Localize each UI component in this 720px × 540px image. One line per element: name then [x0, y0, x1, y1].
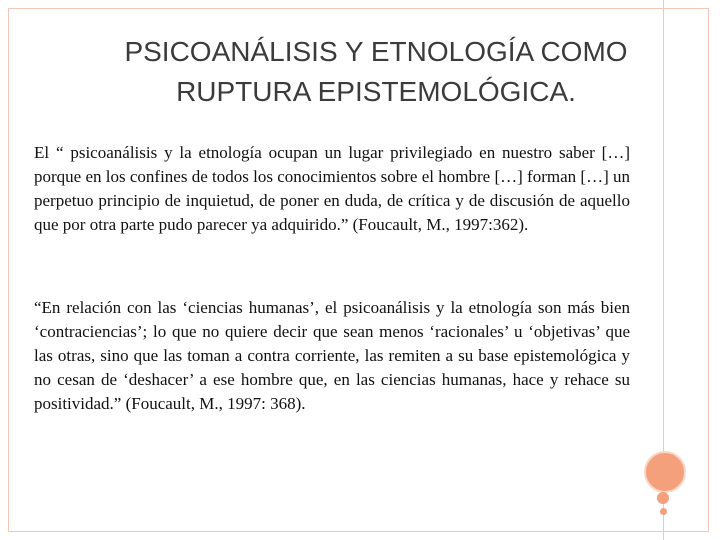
quote-paragraph-1: El “ psicoanálisis y la etnología ocupan un lugar privilegiado en nuestro saber […] porque en los confines de todos los conocimientos sobre el hombre […] forman […] un perpetuo principio de inquietud, de poner en duda, de crítica y de discusión de aquello que por otra parte pudo parecer ya adquirido.” (Foucault, M., 1997:362).: [34, 143, 630, 234]
title-line-2: RUPTURA EPISTEMOLÓGICA.: [176, 76, 576, 107]
decorative-circle-small: [660, 508, 667, 515]
decorative-circle-large: [644, 451, 686, 493]
title-line-1: PSICOANÁLISIS Y ETNOLOGÍA COMO: [124, 36, 628, 67]
slide-title: [70, 32, 682, 112]
decorative-circle-medium: [657, 492, 669, 504]
quote-paragraph-2: “En relación con las ‘ciencias humanas’, el psicoanálisis y la etnología son más bien ‘contraciencias’; lo que no quiere decir que sean menos ‘racionales’ u ‘objetivas’ que las otras, sino que las toman a contra corriente, las remiten a su base epistemológica y no cesan de ‘deshacer’ a ese hombre que, en las ciencias humanas, hace y rehace su positividad.” (Foucault, M., 1997: 368).: [34, 298, 630, 413]
